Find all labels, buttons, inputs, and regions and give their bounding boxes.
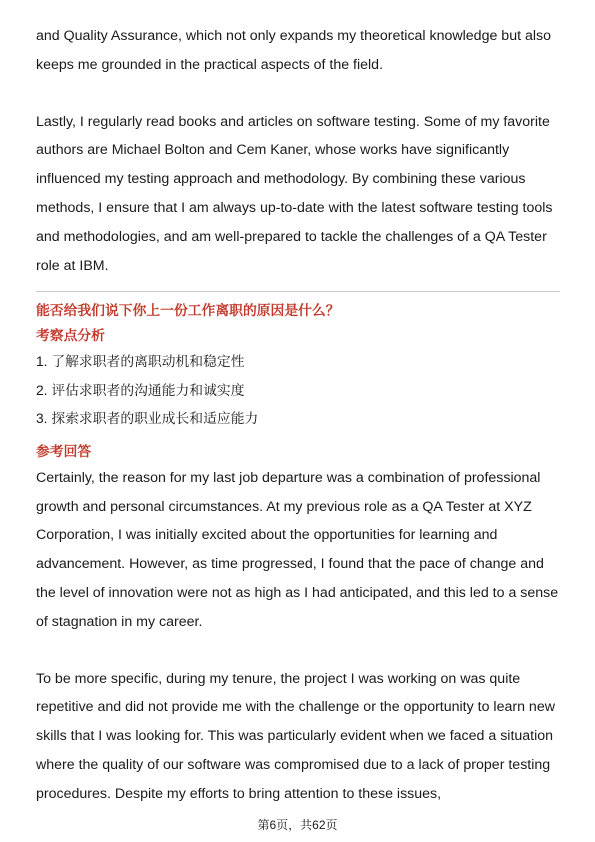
intro-paragraph: Lastly, I regularly read books and articles on software testing. Some of my favorite authors are Michael Bolton and Cem Kaner, whose works have significantly influenced my testing approach and methodology. By combining these various methods, I ensure that I am always up-to-date with the latest software testing tools and methodologies, and am well-prepared to tackle the challenges of a QA Tester role at IBM.: [36, 113, 553, 274]
analysis-point: 3. 探索求职者的职业成长和适应能力: [36, 411, 259, 427]
section-divider: [36, 291, 560, 292]
answer-paragraph: Certainly, the reason for my last job departure was a combination of professional growth and personal circumstances. At my previous role as a QA Tester at XYZ Corporation, I was initially excited about the opportunities for learning and advancement. However, as time progressed, I found that the pace of change and the level of innovation were not as high as I had anticipated, and this led to a sense of stagnation in my career.: [36, 469, 559, 630]
intro-paragraph: and Quality Assurance, which not only expands my theoretical knowledge but also keeps me grounded in the practical aspects of the field.: [36, 28, 551, 73]
page-indicator: 第6页，共62页: [257, 818, 338, 832]
analysis-title: 考察点分析: [36, 328, 105, 344]
question-heading: 能否给我们说下你上一份工作离职的原因是什么？: [36, 303, 340, 319]
analysis-point: 2. 评估求职者的沟通能力和诚实度: [36, 382, 245, 398]
paragraph-spacer: [36, 637, 560, 665]
paragraph-spacer: [36, 80, 560, 108]
analysis-points-list: [36, 348, 560, 434]
document-page: [36, 22, 560, 809]
answer-title: 参考回答: [36, 443, 92, 459]
analysis-point: 1. 了解求职者的离职动机和稳定性: [36, 354, 245, 370]
answer-paragraph: To be more specific, during my tenure, the project I was working on was quite repetitive and did not provide me with the challenge or the opportunity to learn new skills that I was looking for. This was particularly evident when we faced a situation where the quality of our software was compromised due to a lack of proper testing procedures. Despite my efforts to bring attention to these issues,: [36, 670, 555, 802]
